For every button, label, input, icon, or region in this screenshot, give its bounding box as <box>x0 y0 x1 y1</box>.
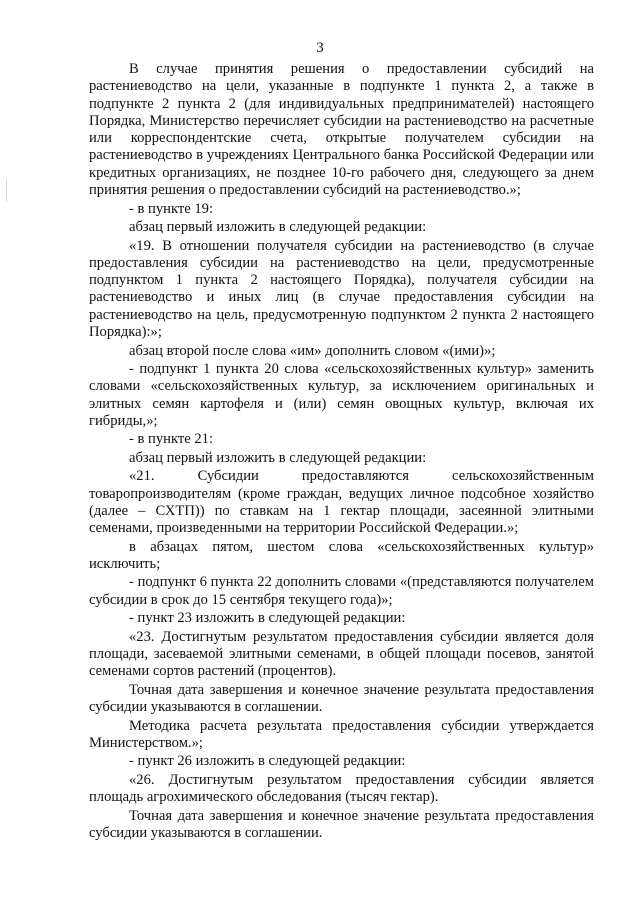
paragraph: Точная дата завершения и конечное значение результата предоставления субсидии указываются в соглашении. <box>89 681 594 716</box>
paragraph: Точная дата завершения и конечное значение результата предоставления субсидии указываются в соглашении. <box>89 807 594 841</box>
paragraph: - в пункте 19: <box>129 200 214 217</box>
paragraph: в абзацах пятом, шестом слова «сельскохозяйственных культур» исключить; <box>89 538 594 572</box>
paragraph: абзац второй после слова «им» дополнить словом «(ими)»; <box>129 342 496 359</box>
paragraph: «26. Достигнутым результатом предоставления субсидии является площадь агрохимического обследования (тысяч гектар). <box>89 771 594 806</box>
paragraph: «21. Субсидии предоставляются сельскохозяйственным товаропроизводителям (кроме граждан, ведущих личное подсобное хозяйство (далее – СХТП)) по ставкам на 1 гектар площади, засеянной элитными семенами, произведенными на территории Российской Федерации.»; <box>89 468 594 537</box>
paragraph: - пункт 26 изложить в следующей редакции: <box>129 753 406 770</box>
paragraph: абзац первый изложить в следующей редакции: <box>129 449 427 466</box>
paragraph: В случае принятия решения о предоставлении субсидий на растениеводство на цели, указанные в подпункте 1 пункта 2, а также в подпункте 2 пункта 2 (для индивидуальных предпринимателей) настоящего Порядка, Министерство перечисляет субсидии на растениеводство на расчетные или корреспондентские счета, открытые получателем субсидии на растениеводство в учреждениях Центрального банка Российской Федерации или кредитных организациях, не позднее 10-го рабочего дня, следующего за днем принятия решения о предоставлении субсидий на растениеводство.»; <box>89 61 594 199</box>
paragraph: «23. Достигнутым результатом предоставления субсидии является доля площади, засеваемой элитными семенами, в общей площади посевов, занятой семенами сортов растений (процентов). <box>89 628 594 680</box>
paragraph: абзац первый изложить в следующей редакции: <box>129 219 427 236</box>
scan-margin-mark <box>6 180 7 202</box>
paragraph: - пункт 23 изложить в следующей редакции: <box>129 610 406 627</box>
paragraph: - в пункте 21: <box>129 431 214 448</box>
paragraph: - подпункт 6 пункта 22 дополнить словами «(представляются получателем субсидии в срок до 15 сентября текущего года)»; <box>89 574 594 608</box>
paragraph: «19. В отношении получателя субсидии на растениеводство (в случае предоставления субсидии на растениеводство на цели, предусмотренные подпунктом 1 пункта 2 настоящего Порядка), получателя субсидии на растениеводство и иных лиц (в случае предоставления субсидии на растениеводство на цель, предусмотренную подпунктом 2 пункта 2 настоящего Порядка):»; <box>89 237 594 341</box>
page-number: 3 <box>316 40 324 56</box>
document-body <box>89 61 594 843</box>
paragraph: - подпункт 1 пункта 20 слова «сельскохозяйственных культур» заменить словами «сельскохозяйственных культур, за исключением оригинальных и элитных семян картофеля и (или) семян овощных культур, включая их гибриды,»; <box>89 360 594 429</box>
paragraph: Методика расчета результата предоставления субсидии утверждается Министерством.»; <box>89 717 594 751</box>
